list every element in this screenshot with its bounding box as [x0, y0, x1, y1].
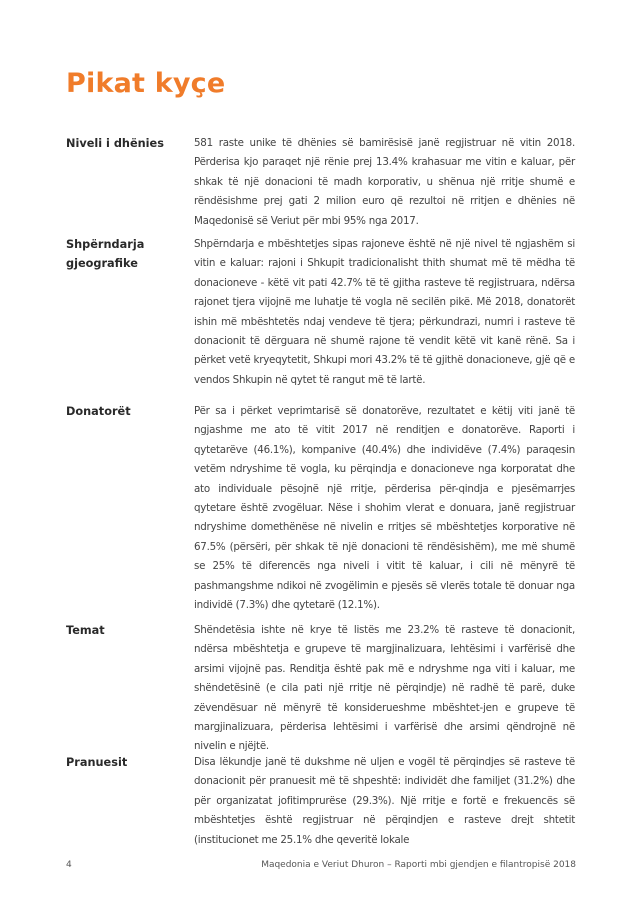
- section-donatoret: [66, 402, 576, 615]
- section-pranuesit: [66, 753, 576, 850]
- section-shperndarja: [66, 235, 576, 390]
- section-label: Temat: [66, 624, 105, 637]
- page-number: 4: [66, 860, 72, 870]
- section-label: Donatorët: [66, 405, 131, 418]
- section-label: Niveli i dhënies: [66, 137, 164, 150]
- section-niveli: [66, 134, 576, 231]
- section-text: Për sa i përket veprimtarisë së donatorëve, rezultatet e këtij viti janë të ngjashme me ato të vitit 2017 në renditjen e donatorëve. Raporti i qytetarëve (46.1%), kompanive (40.4%) dhe individëve (7.4%) paraqesin vetëm ndryshime të vogla, ku përqindja e donacioneve nga korporatat dhe ato individuale pësojnë një rritje, përderisa për-qindja e pjesëmarrjes qytetare është zvogëluar. Nëse i shohim vlerat e donuara, janë regjistruar ndryshime domethënëse në nivelin e rritjes së mbështetjes korporative në 67.5% (përsëri, për shkak të një donacioni të rëndësishëm), me më shumë se 25% të diferencës nga niveli i vitit të kaluar, i cili në mënyrë të pashmangshme ndikoi në zvogëlimin e pjesës së vlerës totale të donuar nga individë (7.3%) dhe qytetarë (12.1%).: [194, 405, 575, 612]
- section-label: Shpërndarja gjeografike: [66, 238, 145, 271]
- section-text: Disa lëkundje janë të dukshme në uljen e vogël të përqindjes së rasteve të donacionit për pranuesit më të shpeshtë: individët dhe familjet (31.2%) dhe për organizatat jofitimprurëse (29.3%). Një rritje e fortë e frekuencës së mbështetjes është regjistruar në përqindjen e rasteve drejt shtetit (institucionet me 25.1% dhe qeveritë lokale: [194, 756, 575, 846]
- section-label: Pranuesit: [66, 756, 128, 769]
- section-text: Shpërndarja e mbështetjes sipas rajoneve është në një nivel të ngjashëm si vitin e kaluar: rajoni i Shkupit tradicionalisht thith shumat më të mëdha të donacioneve - këtë vit pati 42.7% të të gjitha rasteve të regjistruara, ndërsa rajonet tjera vijojnë me luhatje të vogla në secilën pikë. Më 2018, donatorët ishin më mbështetës ndaj vendeve të tjera; përkundrazi, numri i rasteve të donacionit të dërguara në shumë rajone të vendit këtë vit kanë rënë. Sa i përket vetë kryeqytetit, Shkupi mori 43.2% të të gjithë donacioneve, gjë që e vendos Shkupin në qytet të rangut më të lartë.: [194, 238, 575, 386]
- page-title: Pikat kyçe: [66, 68, 226, 99]
- section-text: 581 raste unike të dhënies së bamirësisë janë regjistruar në vitin 2018. Përderisa kjo paraqet një rënie prej 13.4% krahasuar me vitin e kaluar, për shkak të një donacioni të madh korporativ, u shënua një rritje shumë e rëndësishme prej gati 2 milion euro që rezultoi në rritjen e dhënies në Maqedonisë së Veriut për mbi 95% nga 2017.: [194, 137, 575, 227]
- page-footer: [66, 860, 576, 870]
- section-temat: [66, 621, 576, 757]
- section-text: Shëndetësia ishte në krye të listës me 23.2% të rasteve të donacionit, ndërsa mbështetja e grupeve të margjinalizuara, lehtësimi i varfërisë dhe arsimi vijojnë pas. Renditja është pak më e ndryshme nga viti i kaluar, me shëndetësinë (e cila pati një rritje në përqindje) në radhë të parë, duke zëvendësuar në mënyrë të konsiderueshme mbështet-jen e grupeve të margjinalizuara, përderisa lehtësimi i varfërisë dhe arsimi qëndrojnë në nivelin e njëjtë.: [194, 624, 575, 753]
- running-title: Maqedonia e Veriut Dhuron – Raporti mbi gjendjen e filantropisë 2018: [261, 860, 576, 870]
